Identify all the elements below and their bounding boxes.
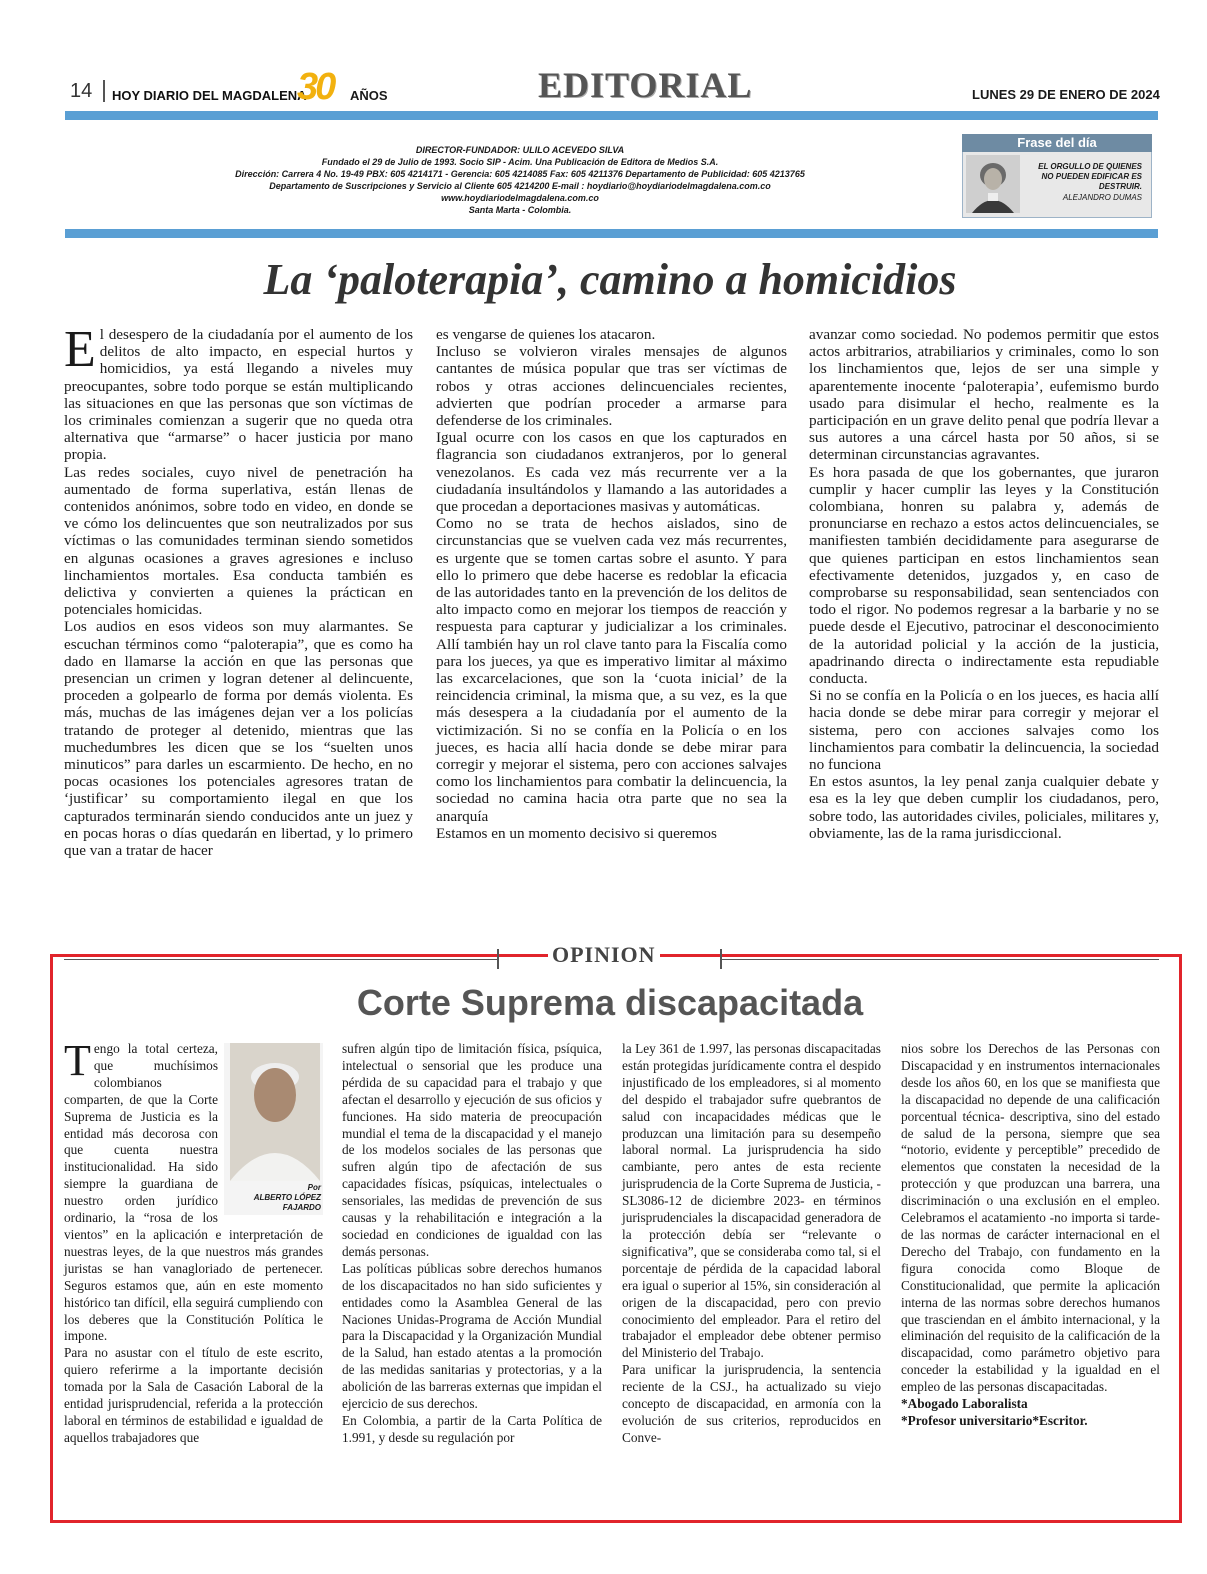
editorial-column-1	[64, 321, 413, 860]
paper-name: HOY DIARIO DEL MAGDALENA	[112, 88, 307, 103]
masthead-line: DIRECTOR-FUNDADOR: ULILO ACEVEDO SILVA	[415, 145, 625, 155]
opinion-column-3	[622, 1041, 881, 1447]
drop-cap: E	[64, 321, 96, 378]
paragraph: En Colombia, a partir de la Carta Política de 1.991, y desde su regulación por	[342, 1412, 602, 1445]
paragraph: Para no asustar con el título de este escrito, quiero referirme a la importante decisión tomada por la Sala de Casación Laboral de la entidad jurisprudencial, referida a la protección laboral en términos de estabilidad e igualdad de aquellos trabajadores que	[64, 1345, 323, 1445]
paragraph: avanzar como sociedad. No podemos permitir que estos actos arbitrarios, atrabiliarios y criminales, como lo son los linchamientos que, lejos de ser una simple y aparentemente inocente ‘paloterapia’, eufemismo burdo usado para disimular el hecho, realmente es la participación en un grave delito penal que podría llevar a sus autores a una cárcel hasta por 50 años, si se determinan circunstancias agravantes.	[809, 326, 1159, 464]
opinion-column-4	[901, 1041, 1160, 1430]
anniversary-word: AÑOS	[350, 88, 388, 103]
paragraph: Si no se confía en la Policía o en los jueces, es hacia allí hacia donde se debe mirar para corregir y mejorar el sistema, pero con acciones salvajes como los linchamientos para combatir la delincuencia, la sociedad no funciona	[809, 687, 1159, 774]
paragraph: En estos asuntos, la ley penal zanja cualquier debate y esa es la ley que deben cumplir los ciudadanos, pero, sobre todo, las autoridades civiles, policiales, militares y, obviamente, las de la rama jurisdiccional.	[809, 773, 1159, 842]
quote-of-day-title: Frase del día	[962, 134, 1152, 152]
byline	[226, 1183, 321, 1213]
masthead-line: www.hoydiariodelmagdalena.com.co	[441, 193, 599, 203]
byline-prefix: Por	[307, 1183, 321, 1192]
paragraph: Para unificar la jurisprudencia, la sentencia reciente de la CSJ., ha actualizado su viejo concepto de discapacidad, en armonía con la evolución de sus criterios, reproducidos en Conve-	[622, 1362, 881, 1445]
paragraph: engo la total certeza, que muchísimos colombianos comparten, de que la Corte Suprema de Justicia es la entidad más decorosa con que cuenta nuestra institucionalidad. Ha sido siempre la guardiana de nuestro orden jurídico ordinario, la “rosa de los vientos” en la aplicación e interpretación de nuestras leyes, de la que nuestros más grandes juristas se han vanagloriado de pertenecer. Seguros estamos que, aún en este momento histórico tan difícil, ella seguirá cumpliendo con los deberes que la Constitución Política le impone.	[64, 1041, 323, 1344]
byline-author: ALBERTO LÓPEZ FAJARDO	[253, 1193, 321, 1212]
masthead-line: Dirección: Carrera 4 No. 19-49 PBX: 605 4214171 - Gerencia: 605 4214085 Fax: 605 4211376 Departamento de Publicidad: 605 4213765	[235, 169, 805, 179]
header-divider	[103, 80, 105, 102]
paragraph: sufren algún tipo de limitación física, psíquica, intelectual o sensorial que les produce una pérdida de su capacidad para el trabajo y que afectan el desarrollo y ejecución de sus oficios y funciones. Ha sido materia de preocupación mundial el tema de la discapacidad y el manejo de los modelos sociales de las personas que sufren algún tipo de afectación de sus capacidades físicas, psíquicas, intelectuales o sensoriales, las medidas de prevención de sus causas y la rehabilitación e integración a la sociedad en condiciones de igualdad con las demás personas.	[342, 1041, 602, 1259]
masthead	[125, 144, 915, 216]
columnist-portrait	[230, 1043, 320, 1181]
anniversary-logo: 30	[297, 66, 334, 108]
paragraph: Es hora pasada de que los gobernantes, que juraron cumplir y hacer cumplir las leyes y la Constitución colombiana, honren su palabra y, además de pronunciarse en rechazo a estos actos delincuenciales, se manifiesten también decididamente para asegurarse de que quienes participan en estos linchamientos sean efectivamente detenidos, juzgados y, en caso de comprobarse su responsabilidad, sean sentenciados con todo el rigor. No podemos regresar a la barbarie y no se puede desde el Ejecutivo, patrocinar el desconocimiento de la autoridad policial y la acción de la justicia, apadrinando directa o indirectamente esta repudiable conducta.	[809, 463, 1159, 688]
paragraph: la Ley 361 de 1.997, las personas discapacitadas están protegidas jurídicamente contra el despido injustificado de los empleadores, si al momento del despido el trabajador sufre quebrantos de salud con incapacidades médicas que le produzcan una limitación para su desempeño laboral normal. La jurisprudencia ha sido cambiante, pero antes de esta reciente jurisprudencia de la Corte Suprema de Justicia, -SL3086-12 de diciembre 2023- en términos jurisprudenciales la discapacidad generadora de la protección debía ser “relevante o significativa”, que se consideraba como tal, si el porcentaje de pérdida de la capacidad laboral era igual o superior al 15%, sin consideración al origen de la discapacidad, pero con previo conocimiento del empleador. Para el retiro del trabajador el empleador debe obtener permiso del Ministerio del Trabajo.	[622, 1041, 881, 1361]
opinion-rule-right	[721, 959, 1159, 960]
signature-line: *Profesor universitario*Escritor.	[901, 1412, 1088, 1428]
masthead-line: Santa Marta - Colombia.	[468, 205, 572, 215]
author-portrait	[966, 155, 1020, 213]
paragraph: Las políticas públicas sobre derechos humanos de los discapacitados no han sido suficientes y entidades como la Asamblea General de las Naciones Unidas-Programa de Acción Mundial para la Discapacidad y la Organización Mundial de la Salud, han estado atentas a la promoción de las medidas sanitarias y protectorias, y a la abolición de las barreras externas que impidan el ejercicio de sus derechos.	[342, 1260, 602, 1412]
header-rule	[65, 111, 1158, 120]
editorial-column-2	[436, 326, 787, 842]
masthead-line: Departamento de Suscripciones y Servicio al Cliente 605 4214200 E-mail : hoydiario@hoydiariodelmagdalena.com.co	[269, 181, 771, 191]
columnist-photo	[224, 1043, 323, 1215]
paragraph: Estamos en un momento decisivo si queremos	[436, 824, 717, 842]
paragraph: Igual ocurre con los casos en que los capturados en flagrancia son ciudadanos extranjeros, por lo general venezolanos. Es cada vez más recurrente ver a la ciudadanía insultándolos y llamando a las autoridades a que procedan a deportaciones masivas y automáticas.	[436, 429, 787, 516]
quote-author: ALEJANDRO DUMAS	[1062, 193, 1142, 202]
paragraph: Como no se trata de hechos aislados, sino de circunstancias que se vuelven cada vez más recurrentes, es urgente que se tomen cartas sobre el asunto. Y para ello lo primero que debe hacerse es redoblar la eficacia de las autoridades tanto en la prevención de los delitos de alto impacto como en mejorar los tiempos de reacción y respuesta para capturar y judicializar a los criminales. Allí también hay un rol clave tanto para la Fiscalía como para los jueces, ya que es imperativo limitar al máximo las excarcelaciones, que son la ‘cuota inicial’ de la reincidencia criminal, la misma que, a su vez, es la que más desespera a la ciudadanía por el aumento de la victimización. Si no se confía en la Policía o en los jueces, es hacia allí hacia donde se debe mirar para corregir y mejorar el sistema, pero con acciones salvajes como los linchamientos para combatir la delincuencia, la sociedad no camina hacia otra parte que no sea la anarquía	[436, 515, 787, 825]
opinion-rule-left	[64, 959, 498, 960]
portrait-icon	[230, 1043, 320, 1181]
quote-text: EL ORGULLO DE QUIENES NO PUEDEN EDIFICAR ES DESTRUIR.	[1038, 162, 1142, 191]
masthead-rule	[65, 229, 1158, 238]
page-number: 14	[70, 80, 93, 102]
opinion-rule-tick	[497, 949, 499, 969]
section-title: EDITORIAL	[538, 65, 753, 105]
opinion-column-2	[342, 1041, 602, 1447]
portrait-icon	[966, 155, 1020, 213]
drop-cap: T	[64, 1036, 91, 1085]
masthead-line: Fundado el 29 de Julio de 1993. Socio SIP - Acim. Una Publicación de Editora de Medios S.A.	[321, 157, 719, 167]
paragraph: Los audios en esos videos son muy alarmantes. Se escuchan términos como “paloterapia”, que es como ha dado en llamarse la acción en que las personas que presencian un crimen y logran detener al delincuente, proceden a golpearlo de forma por demás violenta. Es más, muchas de las imágenes dejan ver a los policías tratando de proteger al detenido, mientras que las muchedumbres les dicen que se los “suelten unos minuticos” para darles un escarmiento. De hecho, en no pocas ocasiones los potenciales agresores tratan de ‘justificar’ su comportamiento ilegal en que los capturados terminarán siendo conducidos ante un juez y en pocas horas o días quedarán en libertad, y lo primero que van a tratar de hacer	[64, 618, 413, 860]
editorial-headline: La ‘paloterapia’, camino a homicidios	[263, 255, 957, 304]
paragraph: Las redes sociales, cuyo nivel de penetración ha aumentado de forma superlativa, están llenas de contenidos anónimos, sobre todo en video, en donde se ve cómo los delincuentes que son neutralizados por sus víctimas o las comunidades terminan siendo sometidos en algunas ocasiones a graves agresiones e incluso linchamientos mortales. Esa conducta también es delictiva y convierten a quienes la práctican en potenciales homicidas.	[64, 463, 413, 619]
publication-date: LUNES 29 DE ENERO DE 2024	[972, 87, 1160, 102]
opinion-headline: Corte Suprema discapacitada	[356, 982, 864, 1023]
paragraph: nios sobre los Derechos de las Personas con Discapacidad y en instrumentos internacionales desde los años 60, en los que se manifiesta que la discapacidad no depende de una calificación porcentual técnica- descriptiva, sino del estado de salud de la persona, siempre que sea “notorio, evidente y perceptible” precedido de elementos que constaten la necesidad de la protección y que produzcan una barrera, una discriminación o una exclusión en el empleo. Celebramos el acatamiento -no importa si tarde- de las normas de carácter internacional en el Derecho del Trabajo, con fundamento en la figura conocida como Bloque de Constitucionalidad, que permite la aplicación interna de las normas sobre derechos humanos que trasciendan en el ámbito internacional, y la eliminación del requisito de la calificación de la discapacidad, como parámetro objetivo para conceder la estabilidad y la igualdad en el empleo de las personas discapacitadas.	[901, 1041, 1160, 1395]
paragraph: l desespero de la ciudadanía por el aumento de los delitos de alto impacto, en especial hurtos y homicidios, ya está llegando a niveles muy preocupantes, sobre todo porque se están multiplicando las situaciones en que las personas que son víctimas de los criminales comienzan a sugerir que no queda otra alternativa que “armarse” o hacer justicia por mano propia.	[64, 326, 413, 464]
signature-line: *Abogado Laboralista	[901, 1396, 1028, 1412]
opinion-label: OPINION	[548, 942, 660, 968]
paragraph: es vengarse de quienes los atacaron.	[436, 326, 656, 343]
opinion-column-1	[64, 1036, 323, 1447]
paragraph: Incluso se volvieron virales mensajes de algunos cantantes de música popular que tras ser víctimas de robos y otras acciones delincuenciales recientes, advierten que podrían proceder a armarse para defenderse de los criminales.	[436, 343, 787, 430]
editorial-column-3	[809, 326, 1159, 842]
